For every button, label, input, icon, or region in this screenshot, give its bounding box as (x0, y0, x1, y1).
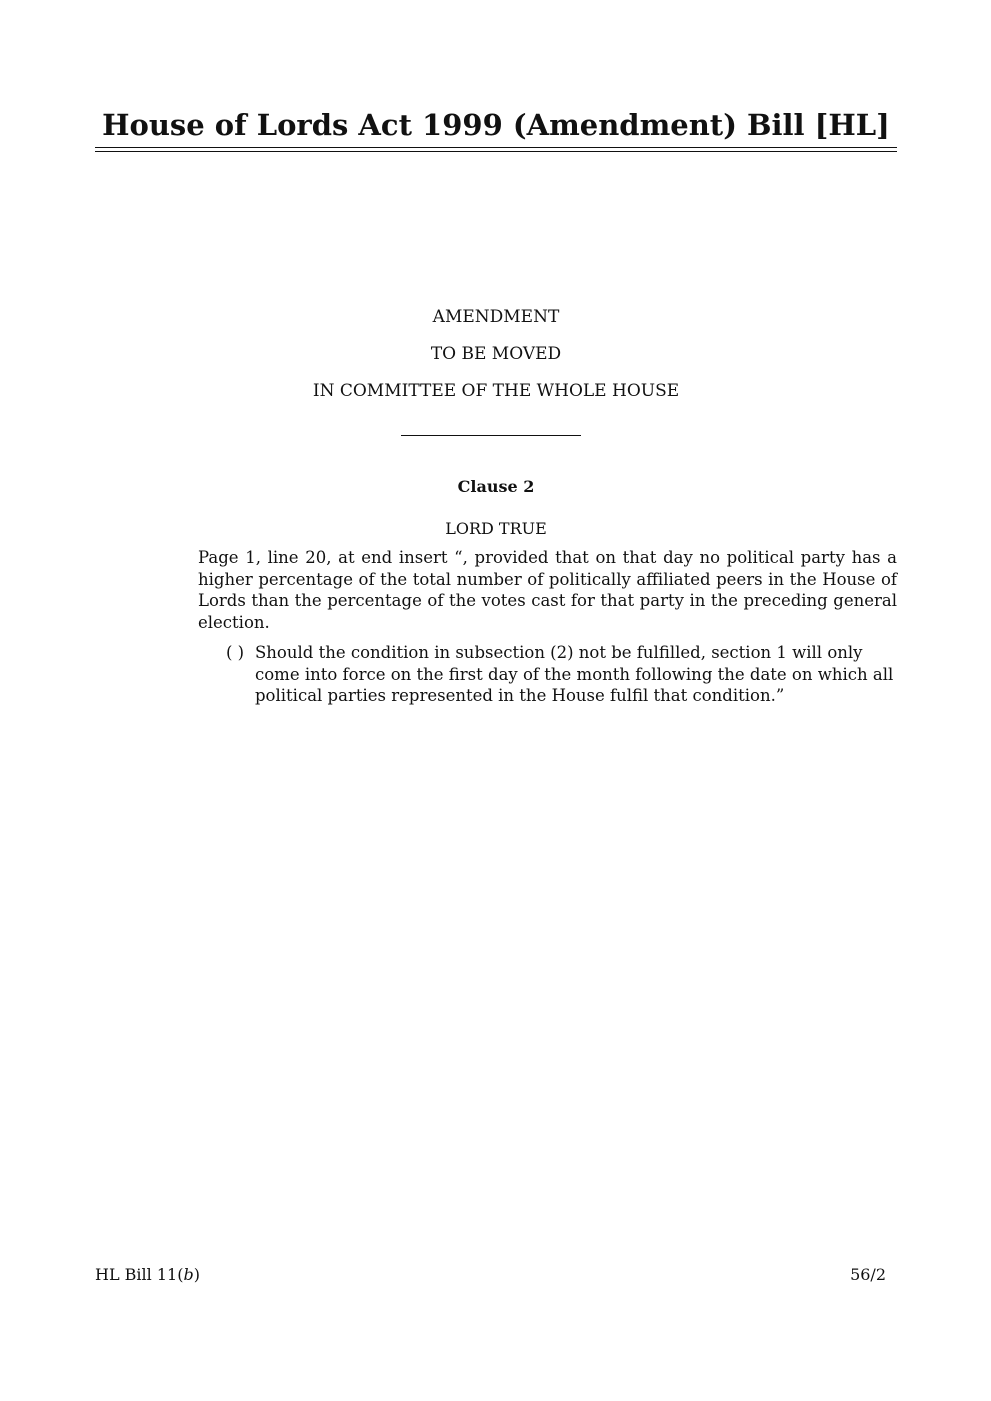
divider (401, 435, 581, 436)
subsection-number: ( ) (226, 643, 245, 662)
page-reference: 56/2 (850, 1265, 886, 1284)
bill-title: House of Lords Act 1999 (Amendment) Bill [HL] (102, 108, 890, 142)
heading-amendment: AMENDMENT (432, 307, 560, 327)
bill-number (95, 1265, 200, 1284)
title-rule (95, 151, 897, 152)
mover-name: LORD TRUE (445, 519, 547, 538)
heading-to-be-moved: TO BE MOVED (430, 344, 562, 364)
heading-committee: IN COMMITTEE OF THE WHOLE HOUSE (312, 381, 680, 401)
subsection-text: Should the condition in subsection (2) not be fulfilled, section 1 will only come into force on the first day of the month following the date on which all political parties represented in the House fulfil that condition.” (255, 643, 894, 705)
bill-number-letter: b (183, 1265, 194, 1284)
title-rule (95, 147, 897, 148)
bill-number-prefix: HL Bill 11( (95, 1265, 184, 1284)
bill-number-suffix: ) (193, 1265, 200, 1284)
subsection (226, 642, 897, 707)
clause-heading: Clause 2 (457, 477, 535, 496)
amendment-text: Page 1, line 20, at end insert “, provided that on that day no political party has a higher percentage of the total number of politically affiliated peers in the House of Lords than the percentage of the votes cast for that party in the preceding general election. (198, 548, 897, 632)
